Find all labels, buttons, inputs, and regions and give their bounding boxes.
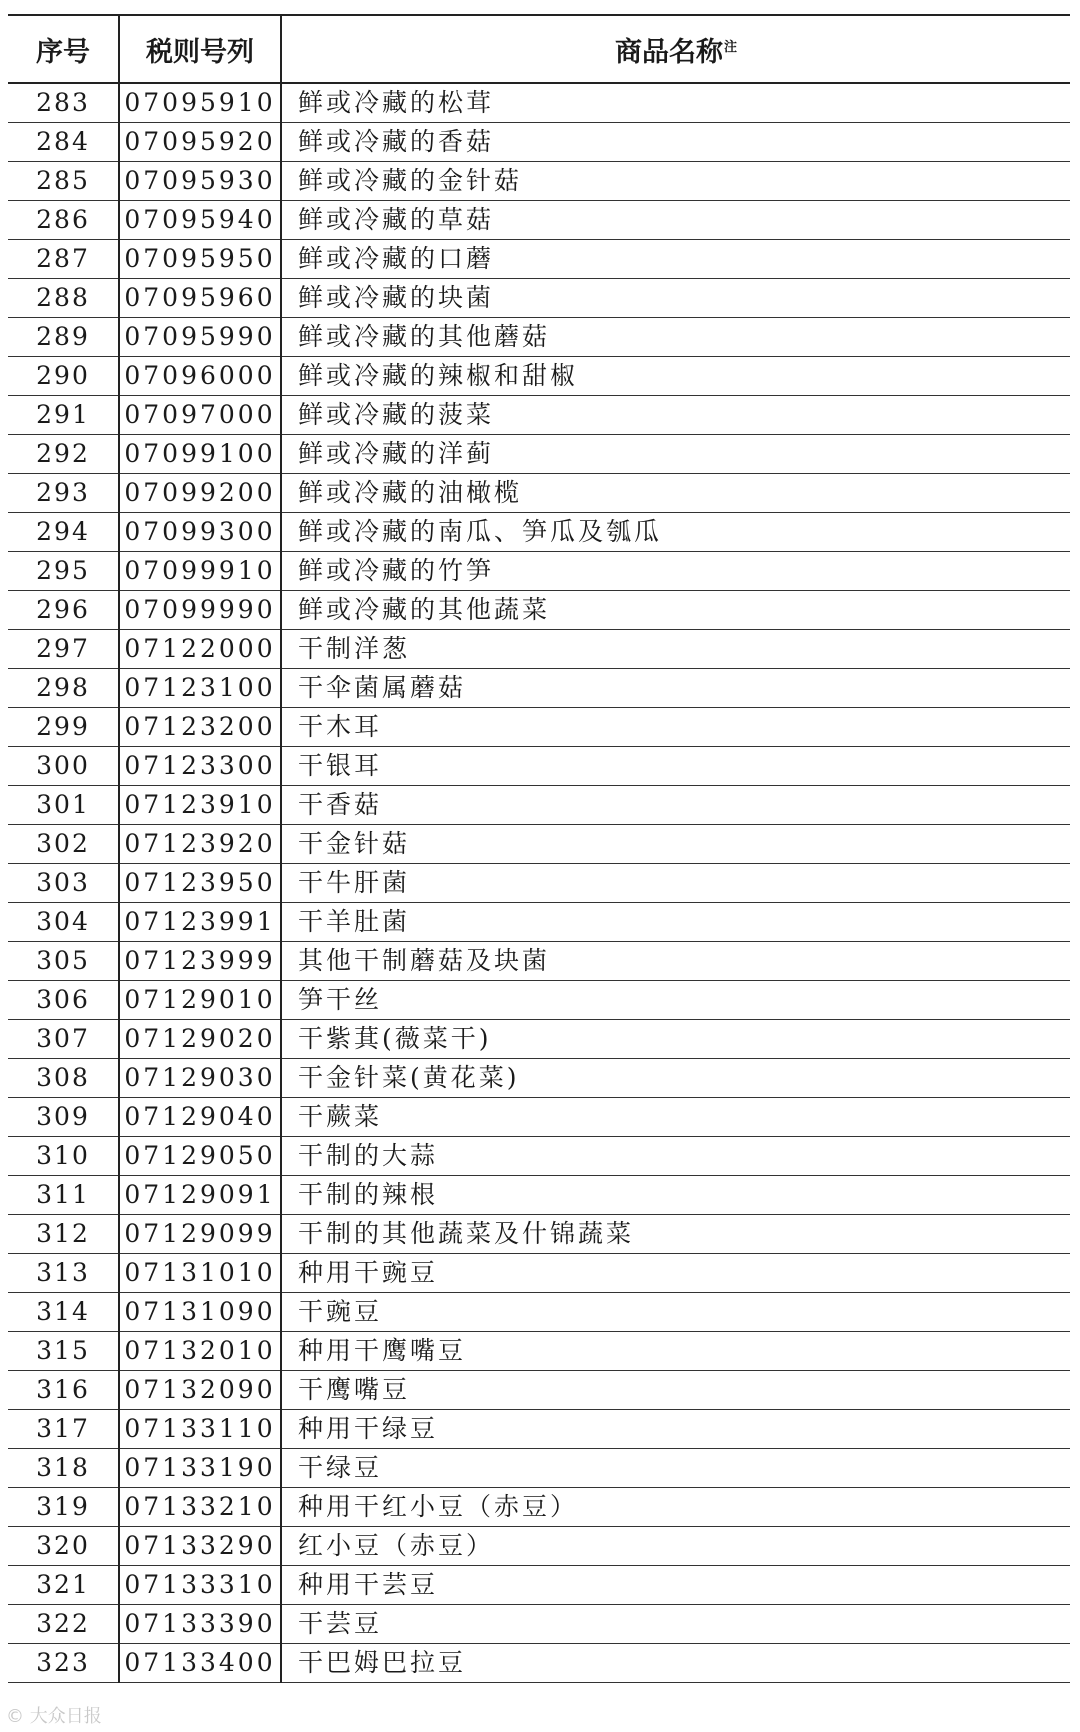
tariff-table <box>8 14 1070 1683</box>
cell-code: 07132090 <box>119 1371 281 1410</box>
cell-name: 鲜或冷藏的辣椒和甜椒 <box>281 357 1070 396</box>
cell-name: 其他干制蘑菇及块菌 <box>281 942 1070 981</box>
cell-name: 鲜或冷藏的金针菇 <box>281 162 1070 201</box>
cell-code: 07123910 <box>119 786 281 825</box>
table-row <box>8 981 1070 1020</box>
cell-name: 鲜或冷藏的其他蔬菜 <box>281 591 1070 630</box>
cell-seq: 319 <box>8 1488 119 1527</box>
table-row <box>8 1137 1070 1176</box>
table-row <box>8 1449 1070 1488</box>
table-row <box>8 1293 1070 1332</box>
cell-name: 种用干芸豆 <box>281 1566 1070 1605</box>
table-row <box>8 279 1070 318</box>
table-row <box>8 552 1070 591</box>
cell-seq: 297 <box>8 630 119 669</box>
table-row <box>8 669 1070 708</box>
cell-code: 07133210 <box>119 1488 281 1527</box>
table-row <box>8 1488 1070 1527</box>
cell-code: 07129091 <box>119 1176 281 1215</box>
cell-name: 鲜或冷藏的菠菜 <box>281 396 1070 435</box>
table-row <box>8 903 1070 942</box>
table-row <box>8 1605 1070 1644</box>
cell-code: 07129099 <box>119 1215 281 1254</box>
cell-code: 07129030 <box>119 1059 281 1098</box>
table-row <box>8 357 1070 396</box>
cell-name: 干制的其他蔬菜及什锦蔬菜 <box>281 1215 1070 1254</box>
table-row <box>8 83 1070 123</box>
cell-seq: 316 <box>8 1371 119 1410</box>
cell-name: 鲜或冷藏的松茸 <box>281 83 1070 123</box>
table-row <box>8 123 1070 162</box>
cell-name: 种用干绿豆 <box>281 1410 1070 1449</box>
cell-code: 07133290 <box>119 1527 281 1566</box>
cell-name: 干制洋葱 <box>281 630 1070 669</box>
header-name-label: 商品名称 <box>614 36 723 68</box>
cell-name: 干紫萁(薇菜干) <box>281 1020 1070 1059</box>
cell-seq: 305 <box>8 942 119 981</box>
table-row <box>8 1410 1070 1449</box>
cell-seq: 289 <box>8 318 119 357</box>
table-row <box>8 1098 1070 1137</box>
cell-name: 干巴姆巴拉豆 <box>281 1644 1070 1683</box>
cell-code: 07099990 <box>119 591 281 630</box>
cell-name: 鲜或冷藏的草菇 <box>281 201 1070 240</box>
cell-seq: 296 <box>8 591 119 630</box>
cell-seq: 311 <box>8 1176 119 1215</box>
cell-name: 鲜或冷藏的洋蓟 <box>281 435 1070 474</box>
cell-code: 07095990 <box>119 318 281 357</box>
cell-seq: 317 <box>8 1410 119 1449</box>
cell-seq: 284 <box>8 123 119 162</box>
table-row <box>8 162 1070 201</box>
cell-seq: 321 <box>8 1566 119 1605</box>
cell-seq: 312 <box>8 1215 119 1254</box>
table-row <box>8 1215 1070 1254</box>
table-body <box>8 83 1070 1683</box>
cell-seq: 322 <box>8 1605 119 1644</box>
cell-code: 07133190 <box>119 1449 281 1488</box>
cell-seq: 290 <box>8 357 119 396</box>
cell-code: 07129020 <box>119 1020 281 1059</box>
cell-code: 07123999 <box>119 942 281 981</box>
cell-name: 干牛肝菌 <box>281 864 1070 903</box>
cell-name: 鲜或冷藏的口蘑 <box>281 240 1070 279</box>
cell-seq: 293 <box>8 474 119 513</box>
cell-code: 07095960 <box>119 279 281 318</box>
cell-seq: 288 <box>8 279 119 318</box>
cell-seq: 308 <box>8 1059 119 1098</box>
cell-code: 07132010 <box>119 1332 281 1371</box>
table-row <box>8 630 1070 669</box>
cell-seq: 323 <box>8 1644 119 1683</box>
cell-code: 07097000 <box>119 396 281 435</box>
cell-name: 鲜或冷藏的其他蘑菇 <box>281 318 1070 357</box>
cell-seq: 310 <box>8 1137 119 1176</box>
cell-name: 鲜或冷藏的香菇 <box>281 123 1070 162</box>
cell-name: 干木耳 <box>281 708 1070 747</box>
cell-code: 07123950 <box>119 864 281 903</box>
cell-code: 07095920 <box>119 123 281 162</box>
cell-code: 07131090 <box>119 1293 281 1332</box>
cell-name: 干金针菇 <box>281 825 1070 864</box>
header-name <box>281 15 1070 83</box>
cell-seq: 287 <box>8 240 119 279</box>
cell-name: 干绿豆 <box>281 1449 1070 1488</box>
cell-name: 干蕨菜 <box>281 1098 1070 1137</box>
table-row <box>8 318 1070 357</box>
cell-seq: 301 <box>8 786 119 825</box>
cell-name: 鲜或冷藏的竹笋 <box>281 552 1070 591</box>
cell-code: 07123100 <box>119 669 281 708</box>
cell-code: 07099300 <box>119 513 281 552</box>
cell-seq: 286 <box>8 201 119 240</box>
cell-code: 07133310 <box>119 1566 281 1605</box>
cell-code: 07133110 <box>119 1410 281 1449</box>
cell-code: 07131010 <box>119 1254 281 1293</box>
cell-seq: 299 <box>8 708 119 747</box>
cell-code: 07095950 <box>119 240 281 279</box>
table-row <box>8 942 1070 981</box>
cell-code: 07095930 <box>119 162 281 201</box>
table-row <box>8 864 1070 903</box>
table-row <box>8 1644 1070 1683</box>
table-header <box>8 15 1070 83</box>
cell-seq: 304 <box>8 903 119 942</box>
cell-seq: 315 <box>8 1332 119 1371</box>
table-row <box>8 591 1070 630</box>
cell-code: 07129040 <box>119 1098 281 1137</box>
header-name-note: 注 <box>723 39 737 55</box>
table-row <box>8 1254 1070 1293</box>
table-row <box>8 1371 1070 1410</box>
cell-name: 红小豆（赤豆） <box>281 1527 1070 1566</box>
cell-seq: 302 <box>8 825 119 864</box>
table-row <box>8 396 1070 435</box>
cell-seq: 291 <box>8 396 119 435</box>
table-row <box>8 513 1070 552</box>
cell-code: 07133400 <box>119 1644 281 1683</box>
cell-seq: 318 <box>8 1449 119 1488</box>
cell-name: 鲜或冷藏的块菌 <box>281 279 1070 318</box>
header-code: 税则号列 <box>119 15 281 83</box>
table-row <box>8 201 1070 240</box>
cell-code: 07123920 <box>119 825 281 864</box>
cell-seq: 295 <box>8 552 119 591</box>
cell-code: 07129050 <box>119 1137 281 1176</box>
cell-seq: 300 <box>8 747 119 786</box>
cell-code: 07123991 <box>119 903 281 942</box>
cell-code: 07099200 <box>119 474 281 513</box>
table-row <box>8 240 1070 279</box>
cell-seq: 283 <box>8 83 119 123</box>
header-row <box>8 15 1070 83</box>
cell-seq: 285 <box>8 162 119 201</box>
table-row <box>8 786 1070 825</box>
cell-name: 种用干红小豆（赤豆） <box>281 1488 1070 1527</box>
cell-seq: 294 <box>8 513 119 552</box>
cell-name: 干鹰嘴豆 <box>281 1371 1070 1410</box>
cell-code: 07095910 <box>119 83 281 123</box>
cell-code: 07123200 <box>119 708 281 747</box>
table-row <box>8 435 1070 474</box>
table-row <box>8 1566 1070 1605</box>
table-row <box>8 1527 1070 1566</box>
cell-seq: 313 <box>8 1254 119 1293</box>
cell-seq: 309 <box>8 1098 119 1137</box>
cell-name: 干伞菌属蘑菇 <box>281 669 1070 708</box>
cell-code: 07095940 <box>119 201 281 240</box>
cell-code: 07133390 <box>119 1605 281 1644</box>
cell-name: 干制的大蒜 <box>281 1137 1070 1176</box>
cell-seq: 314 <box>8 1293 119 1332</box>
cell-code: 07099910 <box>119 552 281 591</box>
cell-name: 笋干丝 <box>281 981 1070 1020</box>
cell-seq: 292 <box>8 435 119 474</box>
cell-name: 干香菇 <box>281 786 1070 825</box>
cell-seq: 307 <box>8 1020 119 1059</box>
cell-code: 07123300 <box>119 747 281 786</box>
cell-seq: 298 <box>8 669 119 708</box>
cell-seq: 320 <box>8 1527 119 1566</box>
table-row <box>8 1020 1070 1059</box>
table-row <box>8 1332 1070 1371</box>
cell-name: 种用干鹰嘴豆 <box>281 1332 1070 1371</box>
cell-code: 07096000 <box>119 357 281 396</box>
table-row <box>8 474 1070 513</box>
cell-code: 07099100 <box>119 435 281 474</box>
table-row <box>8 1176 1070 1215</box>
cell-name: 干豌豆 <box>281 1293 1070 1332</box>
cell-name: 干芸豆 <box>281 1605 1070 1644</box>
cell-name: 干羊肚菌 <box>281 903 1070 942</box>
cell-seq: 306 <box>8 981 119 1020</box>
cell-seq: 303 <box>8 864 119 903</box>
cell-name: 干制的辣根 <box>281 1176 1070 1215</box>
cell-name: 种用干豌豆 <box>281 1254 1070 1293</box>
watermark: © 大众日报 <box>6 1706 102 1727</box>
table-row <box>8 747 1070 786</box>
table-row <box>8 1059 1070 1098</box>
cell-code: 07129010 <box>119 981 281 1020</box>
cell-name: 鲜或冷藏的油橄榄 <box>281 474 1070 513</box>
table-row <box>8 708 1070 747</box>
header-seq: 序号 <box>8 15 119 83</box>
cell-code: 07122000 <box>119 630 281 669</box>
cell-name: 鲜或冷藏的南瓜、笋瓜及瓠瓜 <box>281 513 1070 552</box>
cell-name: 干金针菜(黄花菜) <box>281 1059 1070 1098</box>
table-row <box>8 825 1070 864</box>
cell-name: 干银耳 <box>281 747 1070 786</box>
